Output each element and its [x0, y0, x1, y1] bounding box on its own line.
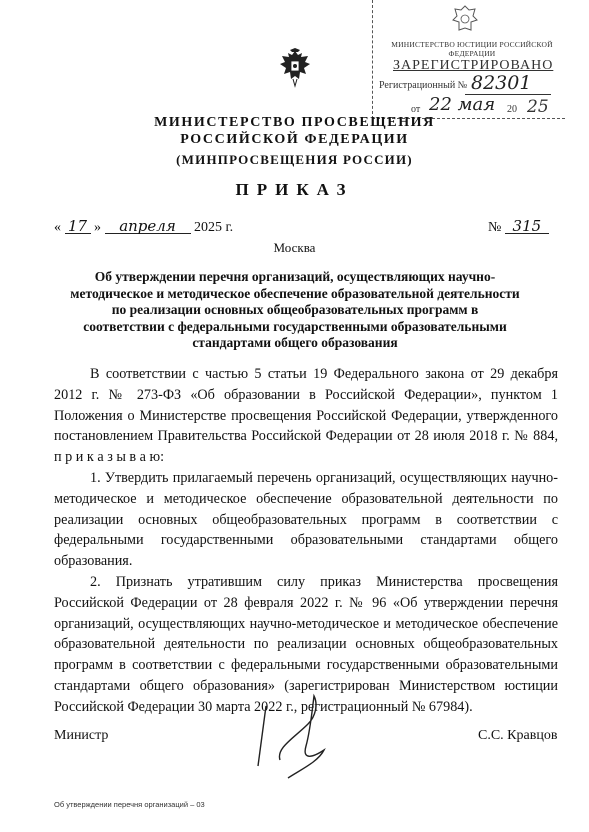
stamp-date-prefix: от: [411, 104, 421, 115]
handwritten-signature: [228, 688, 348, 788]
number-value: 315: [505, 219, 549, 234]
stamp-date-year-hand: 25: [527, 97, 549, 117]
stamp-regno-value: 82301: [471, 72, 532, 94]
stamp-regno-label: Регистрационный №: [379, 80, 468, 91]
ministry-short-name: (МИНПРОСВЕЩЕНИЯ РОССИИ): [176, 152, 413, 167]
quote-close: »: [94, 220, 101, 235]
quote-open: «: [54, 220, 61, 235]
city: Москва: [273, 240, 316, 255]
signatory-name: С.С. Кравцов: [478, 728, 558, 743]
number-label: №: [488, 220, 502, 235]
document-type: ПРИКАЗ: [235, 180, 354, 199]
stamp-date-year-prefix: 20: [507, 104, 517, 115]
order-month: апреля: [105, 219, 191, 234]
stamp-emblem-icon: [451, 4, 479, 34]
stamp-registered: ЗАРЕГИСТРИРОВАНО: [393, 58, 554, 73]
coat-of-arms-icon: [278, 48, 312, 88]
order-number: [488, 219, 549, 236]
registration-stamp: [372, 0, 565, 119]
paragraph-item-2: 2. Признать утратившим силу приказ Министерства просвещения Российской Федерации от 28 февраля 2022 г. № 96 «Об утверждении перечня организаций, осуществляющих научно-методическое и методическое обеспечение образовательной деятельности по реализации основных общеобразовательных программ в соответствии с федеральными государственными образовательными стандартами общего образования» (зарегистрирован Министерством юстиции Российской Федерации 30 марта 2022 г., регистрационный № 67984).: [54, 573, 558, 715]
ministry-name-line2: РОССИЙСКОЙ ФЕДЕРАЦИИ: [180, 132, 409, 147]
signatory-position: Министр: [54, 728, 109, 743]
stamp-org: МИНИСТЕРСТВО ЮСТИЦИИ РОССИЙСКОЙ ФЕДЕРАЦИИ: [391, 40, 553, 58]
paragraph-item-1: 1. Утвердить прилагаемый перечень организаций, осуществляющих научно-методическое и методическое обеспечение образовательной деятельности по реализации основных общеобразовательных программ в соответствии с федеральными государственными образовательными стандартами общего образования.: [54, 469, 558, 570]
order-day: 17: [65, 219, 91, 234]
order-date: [54, 219, 233, 236]
stamp-date-value: 22 мая: [429, 94, 496, 115]
order-year: 2025 г.: [194, 220, 234, 235]
footer-filename: Об утверждении перечня организаций – 03: [54, 800, 205, 809]
order-title: Об утверждении перечня организаций, осуществляющих научно-методическое и методическое обеспечение образовательной деятельности по реализации основных общеобразовательных программ в соответствии с федеральными государственными образовательными стандартами общего образования: [70, 269, 520, 350]
paragraph-preamble: В соответствии с частью 5 статьи 19 Федерального закона от 29 декабря 2012 г. № 273-ФЗ «Об образовании в Российской Федерации», пунктом 1 Положения о Министерстве просвещения Российской Федерации, утвержденного постановлением Правительства Российской Федерации от 28 июля 2018 г. № 884, п р и к а з ы в а ю:: [54, 366, 558, 466]
ministry-name-line1: МИНИСТЕРСТВО ПРОСВЕЩЕНИЯ: [154, 115, 435, 130]
order-body: [54, 364, 558, 718]
